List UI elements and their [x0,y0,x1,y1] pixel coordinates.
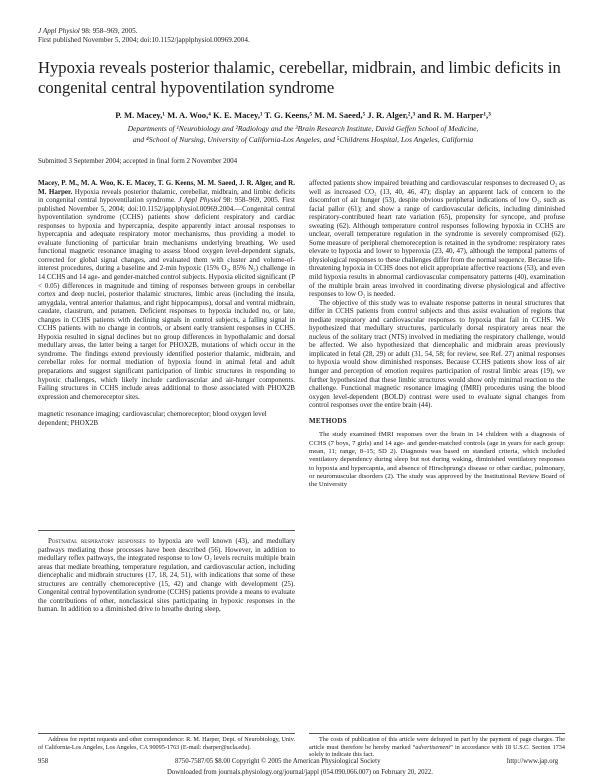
affiliation-line-1: Departments of ¹Neurobiology and ²Radiology and the ³Brain Research Institute, David Geffen School of Medicine, [127,124,479,133]
first-published-line: First published November 5, 2004; doi:10.1152/japplphysiol.00969.2004. [38,35,250,44]
advertisement-word: advertisement [415,743,451,751]
intro-lead: Postnatal respiratory responses [48,537,146,545]
abstract-text: 98: 958–969, 2005. First published November 5, 2004; doi:10.1152/japplphysiol.00969.2004.—Congenital central hypoventilation syndrome (CCHS) patients show deficient respiratory and cardiac responses to hypoxia and hypercapnia, despite apparently intact arousal responses to hypercapnia and adequate respiratory motor mechanisms, thus providing a model to evaluate functioning of particular brain mechanisms underlying breathing. We used functional magnetic resonance imaging to assess blood oxygen level-dependent signals, corrected for global signal changes, and evaluated them with cluster and volume-of-interest procedures, during a baseline and 2-min hypoxic (15% O₂, 85% N₂) challenge in 14 CCHS and 14 age- and gender-matched control subjects. Hypoxia elicited significant (P < 0.05) differences in magnitude and timing of responses between groups in cerebellar cortex and deep nuclei, posterior thalamic structures, limbic areas (including the insula, amygdala, ventral anterior thalamus, and right hippocampus), dorsal and ventral midbrain, caudate, claustrum, and putamen. Deficient responses to hypoxia included no, or late, changes in CCHS patients with declining signals in control subjects, a falling signal in CCHS patients with no change in controls, or absent early transient responses in CCHS. Hypoxia resulted in signal declines but no group differences in hypothalamic and dorsal medullary areas, the latter being a target for PHOX2B, mutations of which occur in the syndrome. The findings extend previously identified posterior thalamic, midbrain, and cerebellar roles for normal mediation of hypoxia found in animal fetal and adult preparations and suggest significant participation of limbic structures in responding to hypoxic challenges, which likely include cardiovascular and air-hunger components. Failing structures in CCHS include areas additional to those associated with PHOX2B expression and chemoreceptor sites. [38,196,296,401]
abstract-divider [38,530,295,531]
affiliation-line-2: and ⁴School of Nursing, University of California-Los Angeles, and ⁵Childrens Hospital, Los Angeles, California [132,135,474,144]
abstract-citation-authors: Macey, P. M., M. A. Woo, K. E. Macey, T. G. Keens, M. M. Saeed, J. R. Alger, and R. M. Harper. [38,179,295,196]
copyright-line: 8750-7587/05 $8.00 Copyright © 2005 the American Physiological Society [175,758,381,765]
page-charges-footnote [309,736,565,759]
page-charges-text-b: ” in accordance with 18 U.S.C. Section 1734 solely to indicate this fact. [309,743,565,759]
introduction-left [38,537,295,614]
journal-url[interactable]: http://www.jap.org [507,758,559,765]
methods-text: The study examined fMRI responses over the brain in 14 children with a diagnosis of CCHS (7 boys, 7 girls) and 14 age- and gender-matched controls (age in years for each group: mean, 11; range, 8–15; SD 2). Diagnosis was based on standard criteria, which included ventilatory dependency during sleep but not during waking, diminished ventilatory responses to hypoxia and hypercapnia, and absence of Hirschprung's disease or other cardiac, pulmonary, or neuromuscular disorders (2). The study was approved by the Institutional Review Board of the University [309,431,565,489]
affiliations [38,123,568,145]
abstract [38,179,295,427]
introduction-right [309,179,565,489]
journal-name: J Appl Physiol [38,27,80,35]
page-charges-text-a: The costs of publication of this article were defrayed in part by the payment of page charges. The article must therefore be hereby marked “ [309,736,565,751]
journal-citation [38,27,138,36]
footnote-divider-right [309,733,565,734]
correspondence-footnote: Address for reprint requests and other correspondence: R. M. Harper, Dept. of Neurobiology, Univ. of California-Los Angeles, Los Angeles, CA 90095-1763 (E-mail: rharper@ucla.edu). [38,736,295,751]
footnote-divider-left [38,733,295,734]
intro-right-paragraph-2: The objective of this study was to evaluate response patterns in neural structures that differ in CCHS patients from control subjects and thus assist evaluation of regions that mediate respiratory and cardiovascular responses to hypoxia that fail in CCHS. We hypothesized that medullary structures, particularly dorsal respiratory areas near the nucleus of the solitary tract (NTS) involved in mediating the respiratory challenge, would be affected. We also hypothesized that diencephalic and midbrain areas previously implicated in fetal (28, 29) or adult (31, 54, 58; for review, see Ref. 27) animal responses to hypoxia would show diminished responses. Because CCHS patients show loss of air hunger and perception of emotion requires participation of rostral limbic areas (19), we further hypothesized that these limbic structures would show only minimal reaction to the challenge. Functional magnetic resonance imaging (fMRI) procedures using the blood oxygen level-dependent (BOLD) contrast were used to evaluate signal changes from control responses over the entire brain (44). [309,298,565,410]
methods-heading: METHODS [309,416,347,425]
page-number: 958 [38,758,49,765]
citation-volume: 98: 958–969, 2005. [79,27,138,35]
article-title: Hypoxia reveals posterior thalamic, cerebellar, midbrain, and limbic deficits in congenital central hypoventilation syndrome [38,58,561,97]
abstract-citation-journal: J Appl Physiol [175,196,221,205]
keywords: magnetic resonance imaging; cardiovascular; chemoreceptor; blood oxygen level dependent; PHOX2B [38,410,267,427]
author-list: P. M. Macey,¹ M. A. Woo,⁴ K. E. Macey,¹ T. G. Keens,⁵ M. M. Saeed,⁵ J. R. Alger,²,³ and R. M. Harper¹,³ [115,110,491,120]
intro-left-text: to hypoxia are well known (43), and medullary pathways mediating those processes have been described (56). However, in addition to medullary reflex pathways, the integrated response to low O₂ levels recruits multiple brain areas that mediate breathing, temperature regulation, and cardiovascular action, including diencephalic and midbrain structures (17, 18, 24, 51), with indications that some of these structures are centrally chemoreceptive (15, 42) and change with development (25). Congenital central hypoventilation syndrome (CCHS) patients provide a means to evaluate the contributions of other, nonclassical sites participating in hypoxic responses in the human. In addition to a diminished drive to breathe during sleep, [38,537,295,614]
intro-right-paragraph-1: affected patients show impaired breathing and cardiovascular responses to decreased O₂ as well as increased CO₂ (13, 40, 46, 47); display an apparent lack of concern to the discomfort of air hunger (53), despite obvious peripheral indications of low O₂, such as facial pallor (61); and show a range of cardiovascular deficits, including diminished respiratory-contributed heart rate variation (65), propensity for syncope, and profuse sweating (62). Although temperature control responses following hypoxia in CCHS are unclear, overall temperature regulation in the syndrome is severely compromised (62). Some measure of peripheral chemoreception is retained in the syndrome: respiratory rates elevate to hypoxia and lower to hyperoxia (23, 40, 47), although the temporal patterns of physiological responses to these challenges differ from the normal sequence. Because life-threatening hypoxia in CCHS does not elicit appropriate affective reactions (53), and even mild hypoxia results in abnormal cardiovascular compensatory patterns (40), examination of the multiple brain areas involved in coordinating diverse physiological and affective responses to low O₂ is needed. [309,179,565,299]
download-notice: Downloaded from journals.physiology.org/journal/jappl (054.090.066.007) on February 20, 2022. [167,769,433,776]
abstract-citation-title: Hypoxia reveals posterior thalamic, cerebellar, midbrain, and limbic deficits in congenital central hypoventilation syndrome. [38,187,295,205]
submission-dates: Submitted 3 September 2004; accepted in final form 2 November 2004 [38,157,238,165]
